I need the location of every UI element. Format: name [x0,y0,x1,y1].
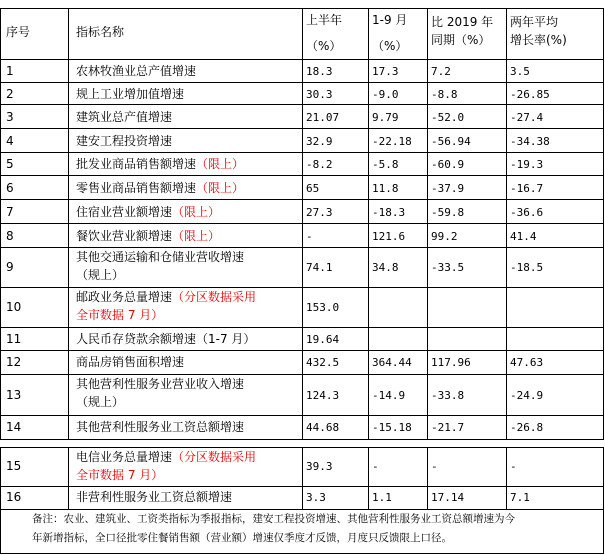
row-1-vs2019: 7.2 [431,65,451,78]
row-5-name-qualifier: （限上） [196,157,245,171]
row-4-seq: 4 [6,134,14,148]
row-15-seq: 15 [6,459,22,473]
row-1-jan-sep: 17.3 [372,65,399,78]
header-name: 指标名称 [76,25,125,39]
row-8-name-cell [76,229,220,244]
footnote [32,510,600,548]
row-7-name: 住宿业营业额增速 [76,205,173,219]
row-7-name-cell [76,205,220,220]
row-8-avg: 41.4 [510,230,537,243]
row-8-name: 餐饮业营业额增速 [76,229,173,243]
row-13-jan-sep: -14.9 [372,389,406,402]
row-10-name: 邮政业务总量增速 [76,290,173,304]
row-13-avg: -24.9 [510,389,544,402]
header-vs2019-unit: 同期（%） [431,33,491,47]
row-10-seq: 10 [6,300,22,314]
row-5-name-cell [76,157,244,172]
row-7-seq: 7 [6,205,14,219]
row-14-seq: 14 [6,420,22,434]
row-13-seq: 13 [6,388,22,402]
row-16-h1: 3.3 [306,491,326,504]
row-15-name-cell [76,450,256,465]
row-13-name: 其他营利性服务业营业收入增速 [76,377,245,391]
row-10-name-qualifier: （分区数据采用 [172,290,257,304]
row-14-vs2019: -21.7 [431,421,465,434]
row-2-avg: -26.85 [510,88,550,101]
row-11-name: 人民币存贷款余额增速（1-7 月） [76,332,256,346]
row-15-jan-sep: - [372,460,379,473]
row-12-vs2019: 117.96 [431,356,471,369]
row-7-h1: 27.3 [306,206,333,219]
row-15-avg: - [510,460,517,473]
row-3-jan-sep: 9.79 [372,111,399,124]
row-4-h1: 32.9 [306,135,333,148]
row-6-h1: 65 [306,182,320,195]
header-vs2019: 比 2019 年 [431,15,494,29]
row-9-vs2019: -33.5 [431,261,465,274]
row-13-name-qualifier: （规上） [76,395,125,409]
row-2-seq: 2 [6,87,14,101]
row-6-vs2019: -37.9 [431,182,465,195]
row-7-name-qualifier: （限上） [172,205,221,219]
header-avg: 两年平均 [510,15,559,29]
row-16-vs2019: 17.14 [431,491,465,504]
row-3-avg: -27.4 [510,111,544,124]
row-12-avg: 47.63 [510,356,544,369]
header-avg-unit: 增长率(%) [510,33,567,47]
row-16-name: 非营利性服务业工资总额增速 [76,490,233,504]
row-16-jan-sep: 1.1 [372,491,392,504]
row-12-seq: 12 [6,355,22,369]
row-9-name-qualifier: （规上） [76,268,125,282]
header-seq: 序号 [6,25,31,39]
row-1-seq: 1 [6,64,14,78]
row-10-name-qualifier-line2: 全市数据 7 月） [76,308,164,322]
row-2-jan-sep: -9.0 [372,88,399,101]
row-12-jan-sep: 364.44 [372,356,412,369]
row-7-avg: -36.6 [510,206,544,219]
row-15-name-qualifier: （分区数据采用 [172,450,257,464]
row-10-name-cell [76,290,256,305]
row-16-seq: 16 [6,490,22,504]
row-15-h1: 39.3 [306,460,333,473]
row-3-seq: 3 [6,110,14,124]
row-13-h1: 124.3 [306,389,340,402]
row-1-avg: 3.5 [510,65,530,78]
row-2-name: 规上工业增加值增速 [76,87,185,101]
row-4-avg: -34.38 [510,135,550,148]
row-6-name-cell [76,181,244,196]
row-14-avg: -26.8 [510,421,544,434]
row-9-h1: 74.1 [306,261,333,274]
row-15-name: 电信业务总量增速 [76,450,173,464]
row-6-name: 零售业商品销售额增速 [76,181,197,195]
header-jan-sep-unit: （%） [372,39,408,53]
row-9-seq: 9 [6,260,14,274]
row-5-h1: -8.2 [306,158,333,171]
row-11-seq: 11 [6,332,22,346]
row-14-h1: 44.68 [306,421,340,434]
row-5-vs2019: -60.9 [431,158,465,171]
row-8-jan-sep: 121.6 [372,230,406,243]
row-6-avg: -16.7 [510,182,544,195]
row-3-name: 建筑业总产值增速 [76,110,173,124]
row-6-seq: 6 [6,181,14,195]
row-4-name: 建安工程投资增速 [76,134,173,148]
header-h1-unit: （%） [306,39,342,53]
row-8-h1: - [306,230,313,243]
row-12-h1: 432.5 [306,356,340,369]
row-16-avg: 7.1 [510,491,530,504]
row-5-avg: -19.3 [510,158,544,171]
row-9-name: 其他交通运输和仓储业营收增速 [76,250,245,264]
row-15-vs2019: - [431,460,438,473]
row-8-seq: 8 [6,229,14,243]
row-9-avg: -18.5 [510,261,544,274]
row-3-h1: 21.07 [306,111,340,124]
row-2-h1: 30.3 [306,88,333,101]
row-4-vs2019: -56.94 [431,135,471,148]
row-5-jan-sep: -5.8 [372,158,399,171]
row-9-jan-sep: 34.8 [372,261,399,274]
row-1-h1: 18.3 [306,65,333,78]
row-3-vs2019: -52.0 [431,111,465,124]
row-6-name-qualifier: （限上） [196,181,245,195]
row-8-name-qualifier: （限上） [172,229,221,243]
row-11-h1: 19.64 [306,333,340,346]
row-10-h1: 153.0 [306,301,340,314]
row-15-name-qualifier-line2: 全市数据 7 月） [76,468,164,482]
row-1-name: 农林牧渔业总产值增速 [76,64,197,78]
row-8-vs2019: 99.2 [431,230,458,243]
row-7-jan-sep: -18.3 [372,206,406,219]
row-5-seq: 5 [6,157,14,171]
row-7-vs2019: -59.8 [431,206,465,219]
row-6-jan-sep: 11.8 [372,182,399,195]
row-14-name: 其他营利性服务业工资总额增速 [76,420,245,434]
row-12-name: 商品房销售面积增速 [76,355,185,369]
footnote-line-2: 年新增指标，全口径批零住餐销售额（营业额）增速仅季度才反馈，月度只反馈限上口径。 [32,532,452,544]
row-13-vs2019: -33.8 [431,389,465,402]
header-h1: 上半年 [306,13,343,27]
footnote-line-1: 备注：农业、建筑业、工资类指标为季报指标，建安工程投资增速、其他营利性服务业工资总额增速为今 [32,513,515,525]
header-jan-sep: 1-9 月 [372,13,408,27]
row-4-jan-sep: -22.18 [372,135,412,148]
row-2-vs2019: -8.8 [431,88,458,101]
row-5-name: 批发业商品销售额增速 [76,157,197,171]
row-14-jan-sep: -15.18 [372,421,412,434]
